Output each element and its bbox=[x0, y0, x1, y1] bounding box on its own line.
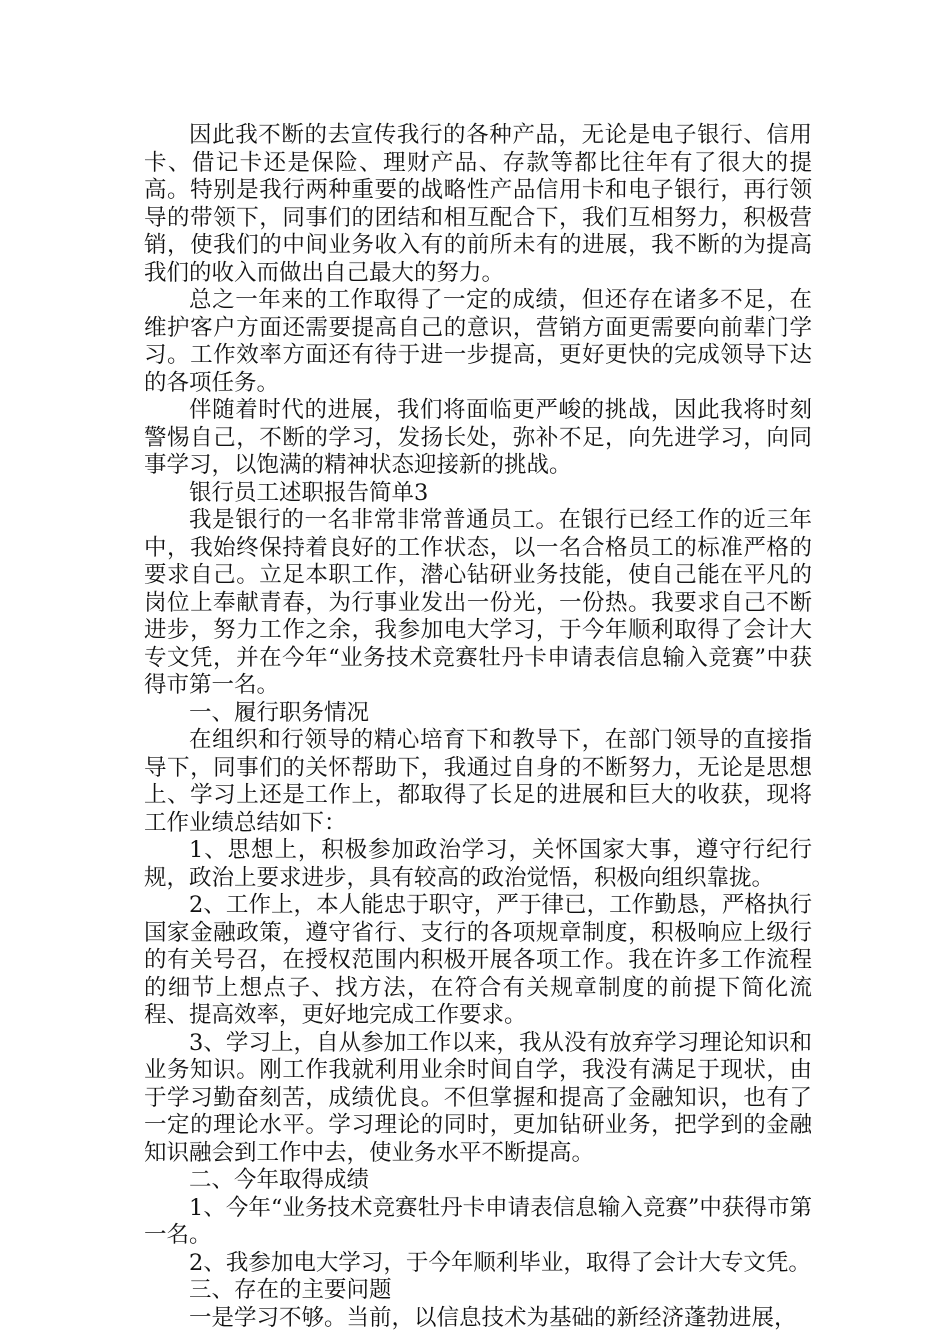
paragraph-item-study: 3、学习上，自从参加工作以来，我从没有放弃学习理论知识和业务知识。刚工作我就利用业余时间自学，我没有满足于现状，由于学习勤奋刻苦，成绩优良。不但掌握和提高了金融知识，也有了一定的理论水平。学习理论的同时，更加钻研业务，把学到的金融知识融会到工作中去，使业务水平不断提高。 bbox=[144, 1029, 812, 1166]
paragraph-achievements-intro: 在组织和行领导的精心培育下和教导下，在部门领导的直接指导下，同事们的关怀帮助下，我通过自身的不断努力，无论是思想上、学习上还是工作上，都取得了长足的进展和巨大的收获，现将工作业绩总结如下： bbox=[144, 727, 812, 836]
paragraph-achievement-competition: 1、今年“业务技术竞赛牡丹卡申请表信息输入竞赛”中获得市第一名。 bbox=[144, 1194, 812, 1248]
paragraph-product-promotion: 因此我不断的去宣传我行的各种产品，无论是电子银行、信用卡、借记卡还是保险、理财产品、存款等都比往年有了很大的提高。特别是我行两种重要的战略性产品信用卡和电子银行，再行领导的带领下，同事们的团结和相互配合下，我们互相努力，积极营销，使我们的中间业务收入有的前所未有的进展，我不断的为提高我们的收入而做出自己最大的努力。 bbox=[144, 122, 812, 286]
heading-achievements-this-year: 二、今年取得成绩 bbox=[189, 1167, 370, 1193]
paragraph-self-introduction: 我是银行的一名非常非常普通员工。在银行已经工作的近三年中，我始终保持着良好的工作状态，以一名合格员工的标准严格的要求自己。立足本职工作，潜心钻研业务技能，使自己能在平凡的岗位上奉献青春，为行事业发出一份光，一份热。我要求自己不断进步，努力工作之余，我参加电大学习，于今年顺利取得了会计大专文凭，并在今年“业务技术竞赛牡丹卡申请表信息输入竞赛”中获得市第一名。 bbox=[144, 507, 812, 698]
paragraph-problem-learning: 一是学习不够。当前，以信息技术为基础的新经济蓬勃进展， bbox=[189, 1304, 797, 1331]
paragraph-item-ideology: 1、思想上，积极参加政治学习，关怀国家大事，遵守行纪行规，政治上要求进步，具有较高的政治觉悟，积极向组织靠拢。 bbox=[144, 837, 812, 891]
paragraph-summary-shortcomings: 总之一年来的工作取得了一定的成绩，但还存在诸多不足，在维护客户方面还需要提高自己的意识，营销方面更需要向前辈门学习。工作效率方面还有待于进一步提高，更好更快的完成领导下达的各项任务。 bbox=[144, 287, 812, 396]
heading-main-problems: 三、存在的主要问题 bbox=[189, 1277, 392, 1303]
paragraph-future-challenges: 伴随着时代的进展，我们将面临更严峻的挑战，因此我将时刻警惕自己，不断的学习，发扬长处，弥补不足，向先进学习，向同事学习，以饱满的精神状态迎接新的挑战。 bbox=[144, 397, 812, 478]
paragraph-achievement-diploma: 2、我参加电大学习，于今年顺利毕业，取得了会计大专文凭。 bbox=[189, 1249, 811, 1276]
heading-duty-performance: 一、履行职务情况 bbox=[189, 699, 370, 726]
section-title-report-3: 银行员工述职报告简单3 bbox=[189, 479, 429, 506]
document-page bbox=[144, 122, 812, 1332]
paragraph-item-work: 2、工作上，本人能忠于职守，严于律已，工作勤恳，严格执行国家金融政策，遵守省行、支行的各项规章制度，积极响应上级行的有关号召，在授权范围内积极开展各项工作。我在许多工作流程的细节上想点子、找方法，在符合有关规章制度的前提下简化流程、提高效率，更好地完成工作要求。 bbox=[144, 892, 812, 1028]
